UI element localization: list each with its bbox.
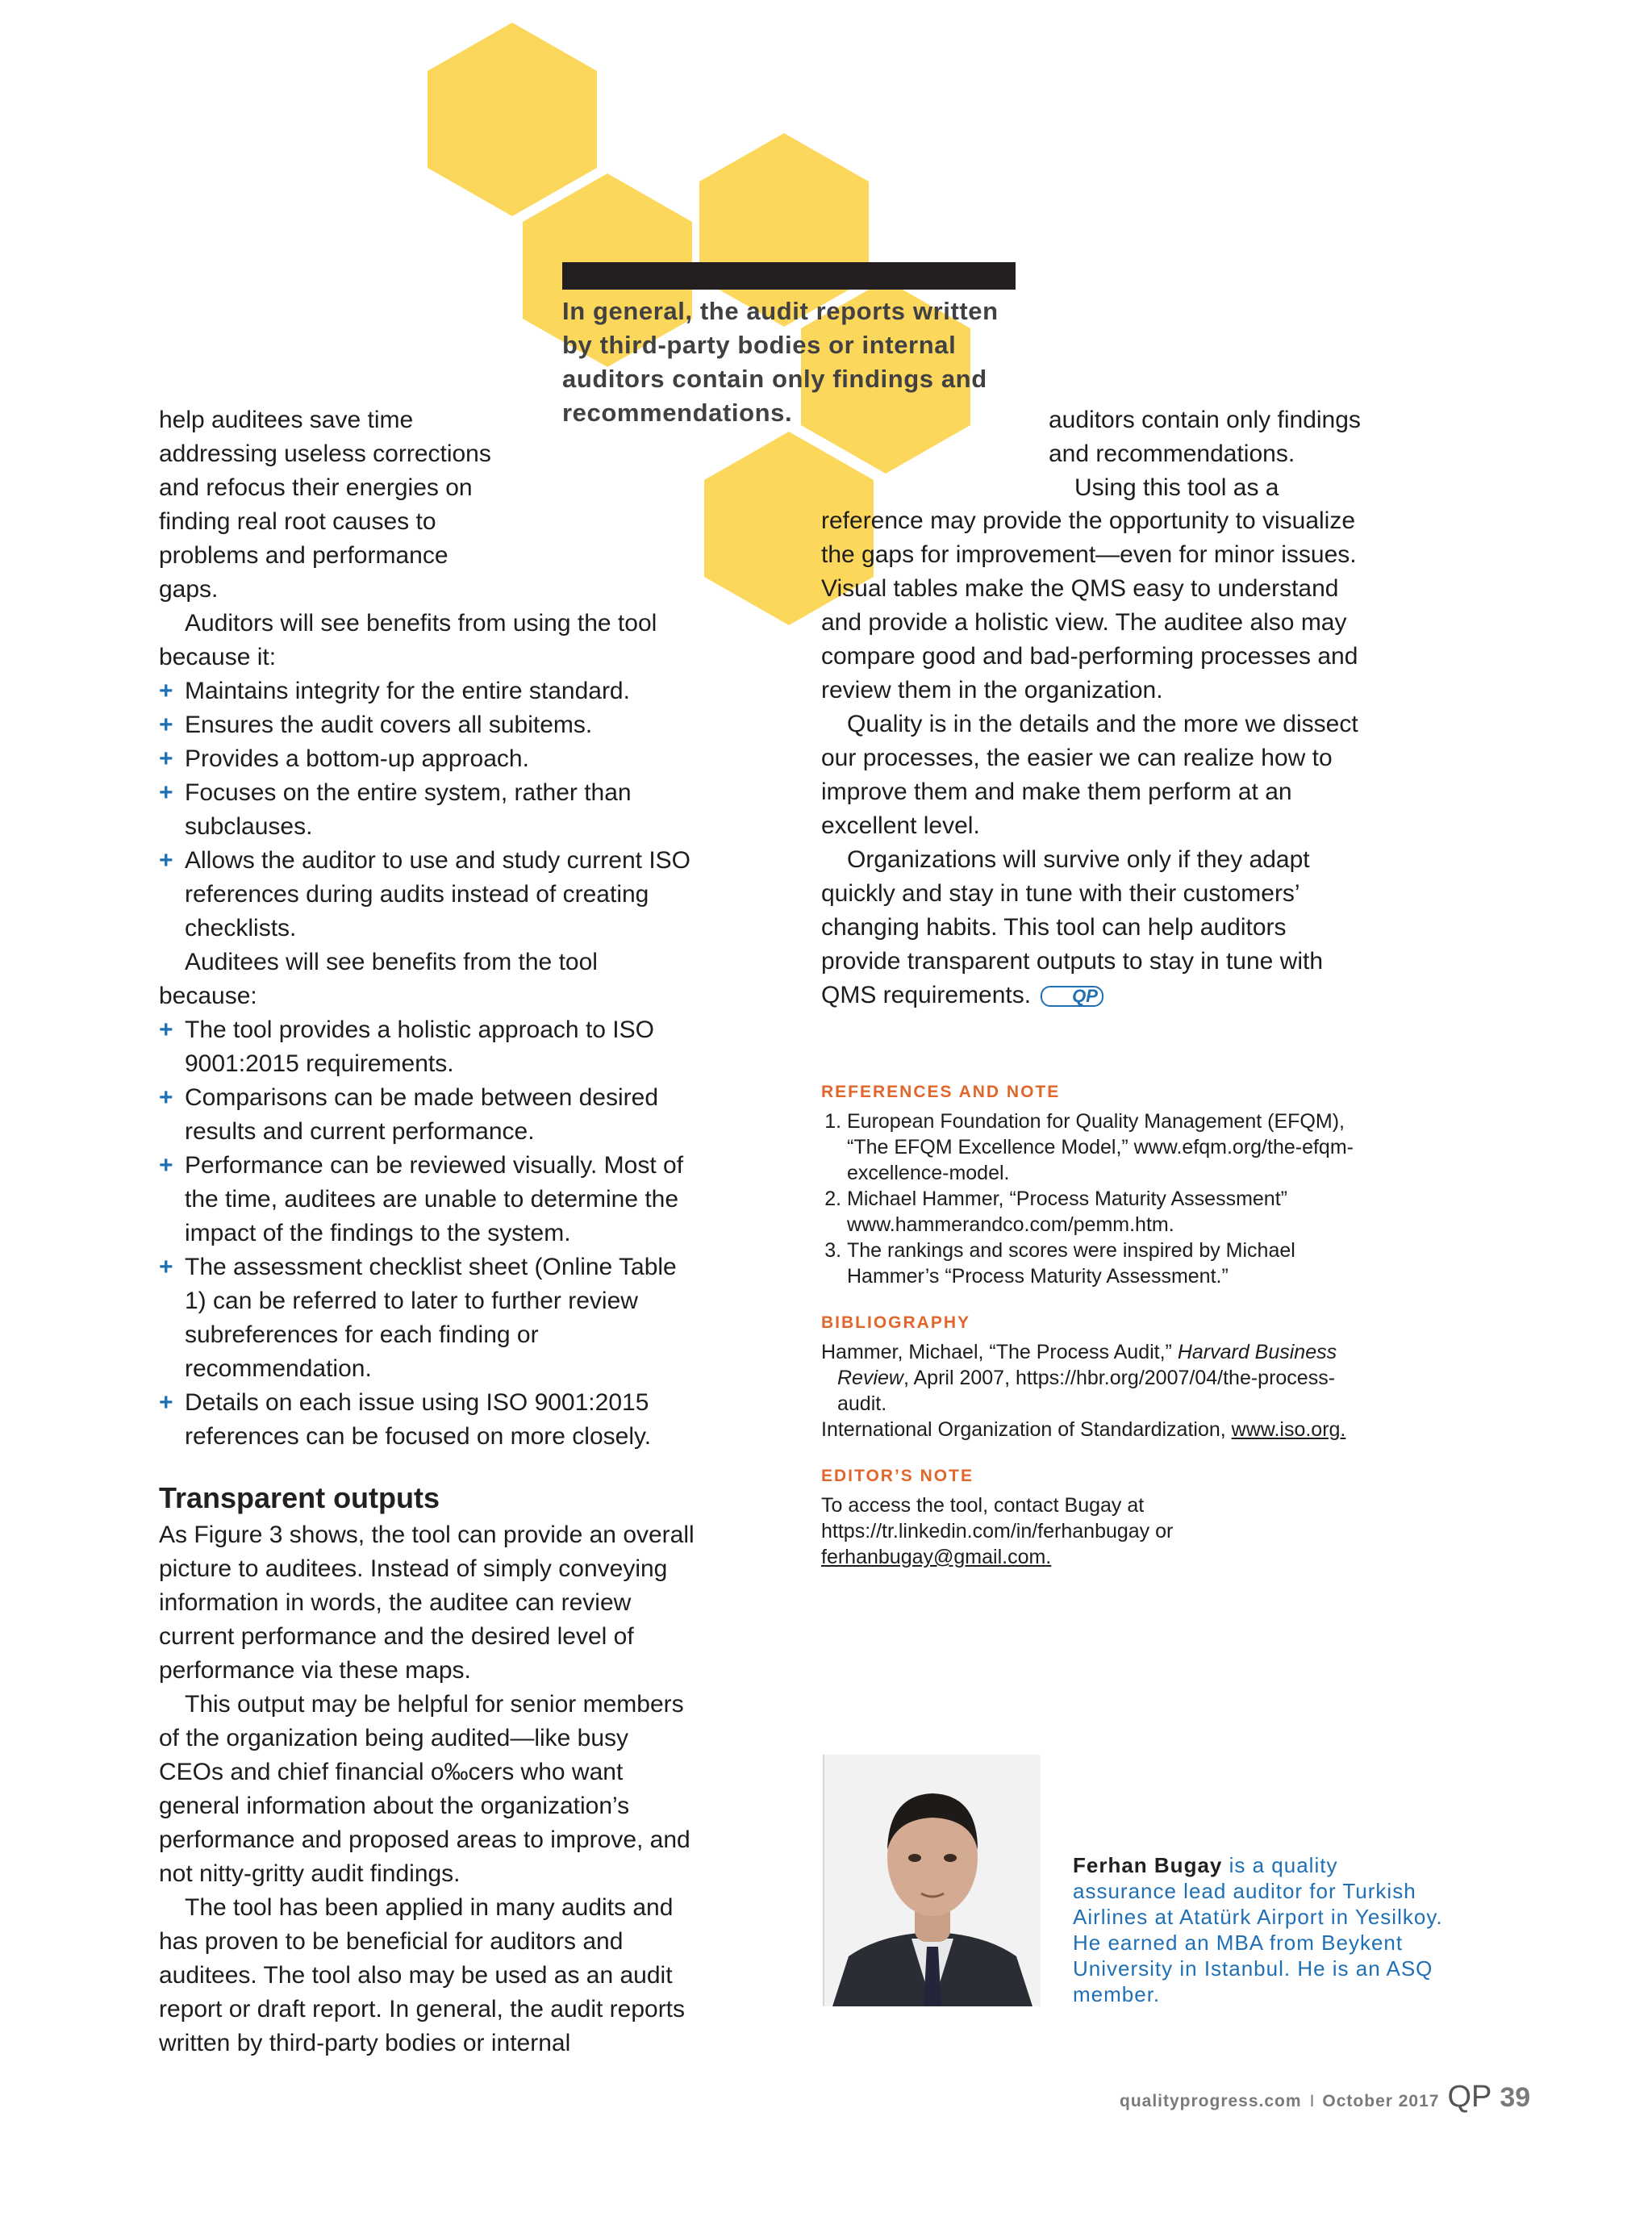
section-heading: Transparent outputs	[159, 1481, 440, 1514]
reference-item: 2. Michael Hammer, “Process Maturity Assessment” www.hammerandco.com/pemm.htm.	[847, 1186, 1370, 1238]
references-section	[821, 1079, 1370, 1591]
list-item: + The tool provides a holistic approach to ISO 9001:2015 requirements.	[159, 1013, 695, 1081]
list-item: + Comparisons can be made between desired results and current performance.	[159, 1081, 695, 1149]
plus-icon: +	[159, 1152, 173, 1179]
plus-icon: +	[159, 745, 173, 772]
references-heading: REFERENCES AND NOTE	[821, 1083, 1061, 1101]
plus-icon: +	[159, 847, 173, 874]
editors-note	[821, 1463, 1370, 1570]
paragraph: help auditees save time addressing useless corrections and refocus their energies on finding real root causes to problems and performance gaps.	[159, 407, 491, 603]
author-description: is a quality assurance lead auditor for Turkish Airlines at Atatürk Airport in Yesilkoy. He earned an MBA from Beykent University in Istanbul. He is an ASQ member.	[1073, 1853, 1443, 2006]
auditee-benefits-list	[159, 1013, 695, 1454]
footer-separator: I	[1309, 2092, 1315, 2110]
footer-issue-date: October 2017	[1322, 2092, 1440, 2110]
bibliography-heading: BIBLIOGRAPHY	[821, 1313, 971, 1332]
list-item: + Provides a bottom-up approach.	[159, 742, 695, 776]
right-column-top	[1049, 403, 1371, 505]
author-photo	[823, 1755, 1041, 2006]
paragraph: Auditees will see benefits from the tool because:	[159, 949, 598, 1009]
email-link[interactable]: ferhanbugay@gmail.com.	[821, 1546, 1052, 1568]
plus-icon: +	[159, 1016, 173, 1043]
paragraph: The tool has been applied in many audits and has proven to be beneficial for auditors and auditees. The tool also may be used as an audit report or draft report. In general, the audit reports written by third-party bodies or internal	[159, 1894, 686, 2056]
footer-website: qualityprogress.com	[1120, 2092, 1302, 2110]
iso-link[interactable]: www.iso.org.	[1231, 1418, 1346, 1441]
paragraph: Organizations will survive only if they adapt quickly and stay in tune with their customers’ changing habits. This tool can help auditors provide transparent outputs to stay in tune with QMS requirements. QP	[821, 846, 1324, 1008]
list-item: + The assessment checklist sheet (Online Table 1) can be referred to later to further review subreferences for each finding or recommendation.	[159, 1250, 695, 1386]
footer-brand-logo: QP	[1447, 2080, 1492, 2114]
plus-icon: +	[159, 1254, 173, 1280]
list-item: + Details on each issue using ISO 9001:2015 references can be focused on more closely.	[159, 1386, 695, 1454]
list-item: + Ensures the audit covers all subitems.	[159, 708, 695, 742]
bibliography-item: International Organization of Standardization, www.iso.org.	[821, 1418, 1346, 1441]
left-column	[159, 403, 695, 2060]
plus-icon: +	[159, 712, 173, 738]
page-number: 39	[1500, 2082, 1531, 2113]
paragraph: reference may provide the opportunity to visualize the gaps for improvement—even for minor issues. Visual tables make the QMS easy to understand and provide a holistic view. The auditee also may compare good and bad-performing processes and review them in the organization.	[821, 507, 1358, 703]
pullquote-bar	[562, 262, 1016, 290]
pullquote: In general, the audit reports written by third-party bodies or internal auditors contain only findings and recommendations.	[562, 297, 999, 427]
plus-icon: +	[159, 779, 173, 806]
qp-end-mark-icon: QP	[1041, 986, 1103, 1007]
auditor-benefits-list	[159, 674, 695, 946]
reference-item: 1. European Foundation for Quality Management (EFQM), “The EFQM Excellence Model,” www.efqm.org/the-efqm-excellence-model.	[847, 1108, 1370, 1186]
list-item: + Focuses on the entire system, rather than subclauses.	[159, 776, 695, 844]
author-name: Ferhan Bugay	[1073, 1853, 1223, 1877]
reference-item: 3. The rankings and scores were inspired by Michael Hammer’s “Process Maturity Assessment.”	[847, 1238, 1370, 1289]
editors-note-text: To access the tool, contact Bugay at https://tr.linkedin.com/in/ferhanbugay or ferhanbugay@gmail.com.	[821, 1494, 1174, 1568]
hexagon	[428, 23, 597, 216]
bibliography-item: Hammer, Michael, “The Process Audit,” Harvard Business Review, April 2007, https://hbr.org/2007/04/the-process-audit.	[821, 1341, 1337, 1415]
plus-icon: +	[159, 1389, 173, 1416]
list-item: + Allows the auditor to use and study current ISO references during audits instead of creating checklists.	[159, 844, 695, 946]
plus-icon: +	[159, 1084, 173, 1111]
author-bio	[1073, 1852, 1444, 2007]
paragraph: This output may be helpful for senior members of the organization being audited—like busy CEOs and chief financial o‰cers who want general information about the organization’s performance and proposed areas to improve, and not nitty-gritty audit findings.	[159, 1691, 690, 1887]
list-item: + Maintains integrity for the entire standard.	[159, 674, 695, 708]
paragraph: auditors contain only findings and recommendations.	[1049, 407, 1361, 467]
bibliography	[821, 1310, 1370, 1442]
references-list	[821, 1108, 1370, 1289]
paragraph-start: Using this tool as a	[1074, 474, 1279, 501]
paragraph: Quality is in the details and the more we dissect our processes, the easier we can realize how to improve them and make them perform at an excellent level.	[821, 711, 1358, 839]
list-item: + Performance can be reviewed visually. Most of the time, auditees are unable to determine the impact of the findings to the system.	[159, 1149, 695, 1250]
page-footer	[1120, 2080, 1530, 2120]
plus-icon: +	[159, 678, 173, 704]
paragraph: Auditors will see benefits from using the tool because it:	[159, 610, 657, 670]
editors-note-heading: EDITOR’S NOTE	[821, 1467, 974, 1485]
paragraph: As Figure 3 shows, the tool can provide an overall picture to auditees. Instead of simply conveying information in words, the auditee can review current performance and the desired level of performance via these maps.	[159, 1522, 695, 1684]
right-column	[821, 504, 1370, 1012]
author-portrait-icon	[824, 1755, 1041, 2006]
